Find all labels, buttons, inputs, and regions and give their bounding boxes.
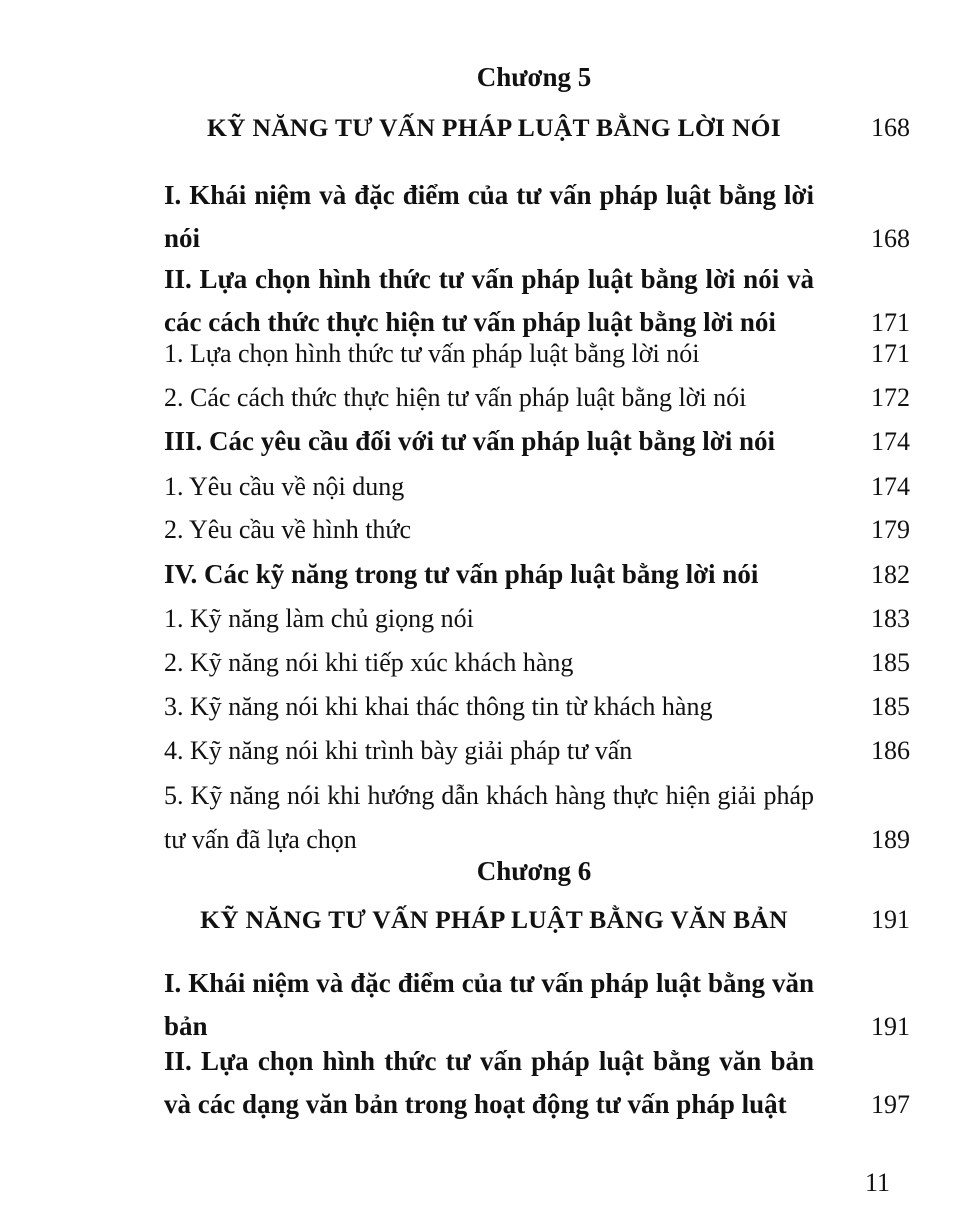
toc-entry-page: 168 bbox=[871, 224, 910, 253]
toc-entry-text: I. Khái niệm và đặc điểm của tư vấn pháp luật bằng văn bản bbox=[164, 968, 814, 1041]
toc-entry-text: 2. Yêu cầu về hình thức bbox=[164, 515, 412, 544]
toc-entry-page: 186 bbox=[871, 736, 910, 765]
chapter-6-heading-page: 191 bbox=[871, 905, 910, 934]
toc-entry bbox=[164, 641, 910, 685]
toc-entry-page: 174 bbox=[871, 427, 910, 456]
toc-entry-page: 179 bbox=[871, 515, 910, 544]
chapter-5-heading-page: 168 bbox=[871, 113, 910, 142]
toc-entry-page: 183 bbox=[871, 604, 910, 633]
toc-entry-text: 1. Yêu cầu về nội dung bbox=[164, 472, 405, 501]
toc-entry bbox=[164, 597, 910, 641]
toc-entry-page: 197 bbox=[871, 1090, 910, 1119]
toc-entry bbox=[164, 465, 910, 509]
toc-entry bbox=[164, 332, 910, 376]
toc-entry bbox=[164, 553, 910, 596]
toc-entry-text: 3. Kỹ năng nói khi khai thác thông tin từ khách hàng bbox=[164, 692, 713, 721]
toc-entry-text: 4. Kỹ năng nói khi trình bày giải pháp tư vấn bbox=[164, 736, 633, 765]
toc-entry-text: IV. Các kỹ năng trong tư vấn pháp luật bằng lời nói bbox=[164, 559, 759, 589]
toc-entry-text: 1. Kỹ năng làm chủ giọng nói bbox=[164, 604, 474, 633]
toc-entry-text: 2. Các cách thức thực hiện tư vấn pháp luật bằng lời nói bbox=[164, 383, 747, 412]
toc-entry bbox=[164, 962, 910, 1048]
toc-entry-page: 189 bbox=[871, 825, 910, 854]
toc-entry-page: 191 bbox=[871, 1012, 910, 1041]
chapter-5-label: Chương 5 bbox=[476, 62, 592, 92]
toc-entry-page: 185 bbox=[871, 648, 910, 677]
toc-entry-text: 2. Kỹ năng nói khi tiếp xúc khách hàng bbox=[164, 648, 574, 677]
toc-entry-text: 5. Kỹ năng nói khi hướng dẫn khách hàng thực hiện giải pháp tư vấn đã lựa chọn bbox=[164, 781, 814, 854]
toc-entry bbox=[164, 174, 910, 260]
chapter-6-heading bbox=[164, 898, 910, 942]
chapter-6-heading-text: KỸ NĂNG TƯ VẤN PHÁP LUẬT BẰNG VĂN BẢN bbox=[200, 905, 788, 934]
chapter-6-label: Chương 6 bbox=[476, 856, 592, 886]
toc-entry-text: II. Lựa chọn hình thức tư vấn pháp luật bằng văn bản và các dạng văn bản trong hoạt động tư vấn pháp luật bbox=[164, 1046, 814, 1119]
toc-entry bbox=[164, 376, 910, 420]
toc-entry-page: 182 bbox=[871, 560, 910, 589]
toc-entry bbox=[164, 685, 910, 729]
toc-entry-text: II. Lựa chọn hình thức tư vấn pháp luật bằng lời nói và các cách thức thực hiện tư vấn pháp luật bằng lời nói bbox=[164, 264, 814, 337]
toc-entry-text: I. Khái niệm và đặc điểm của tư vấn pháp luật bằng lời nói bbox=[164, 180, 814, 253]
toc-entry bbox=[164, 774, 910, 862]
page-number: 11 bbox=[864, 1168, 890, 1197]
chapter-5-heading bbox=[164, 106, 910, 150]
toc-entry-page: 171 bbox=[871, 308, 910, 337]
toc-entry bbox=[164, 729, 910, 773]
toc-entry-page: 172 bbox=[871, 383, 910, 412]
toc-entry bbox=[164, 420, 910, 463]
toc-entry-page: 171 bbox=[871, 339, 910, 368]
toc-entry-page: 174 bbox=[871, 472, 910, 501]
toc-entry bbox=[164, 1040, 910, 1126]
toc-entry-page: 185 bbox=[871, 692, 910, 721]
toc-entry-text: III. Các yêu cầu đối với tư vấn pháp luật bằng lời nói bbox=[164, 426, 775, 456]
toc-entry bbox=[164, 508, 910, 552]
chapter-5-heading-text: KỸ NĂNG TƯ VẤN PHÁP LUẬT BẰNG LỜI NÓI bbox=[206, 113, 782, 142]
toc-entry-text: 1. Lựa chọn hình thức tư vấn pháp luật bằng lời nói bbox=[164, 339, 700, 368]
